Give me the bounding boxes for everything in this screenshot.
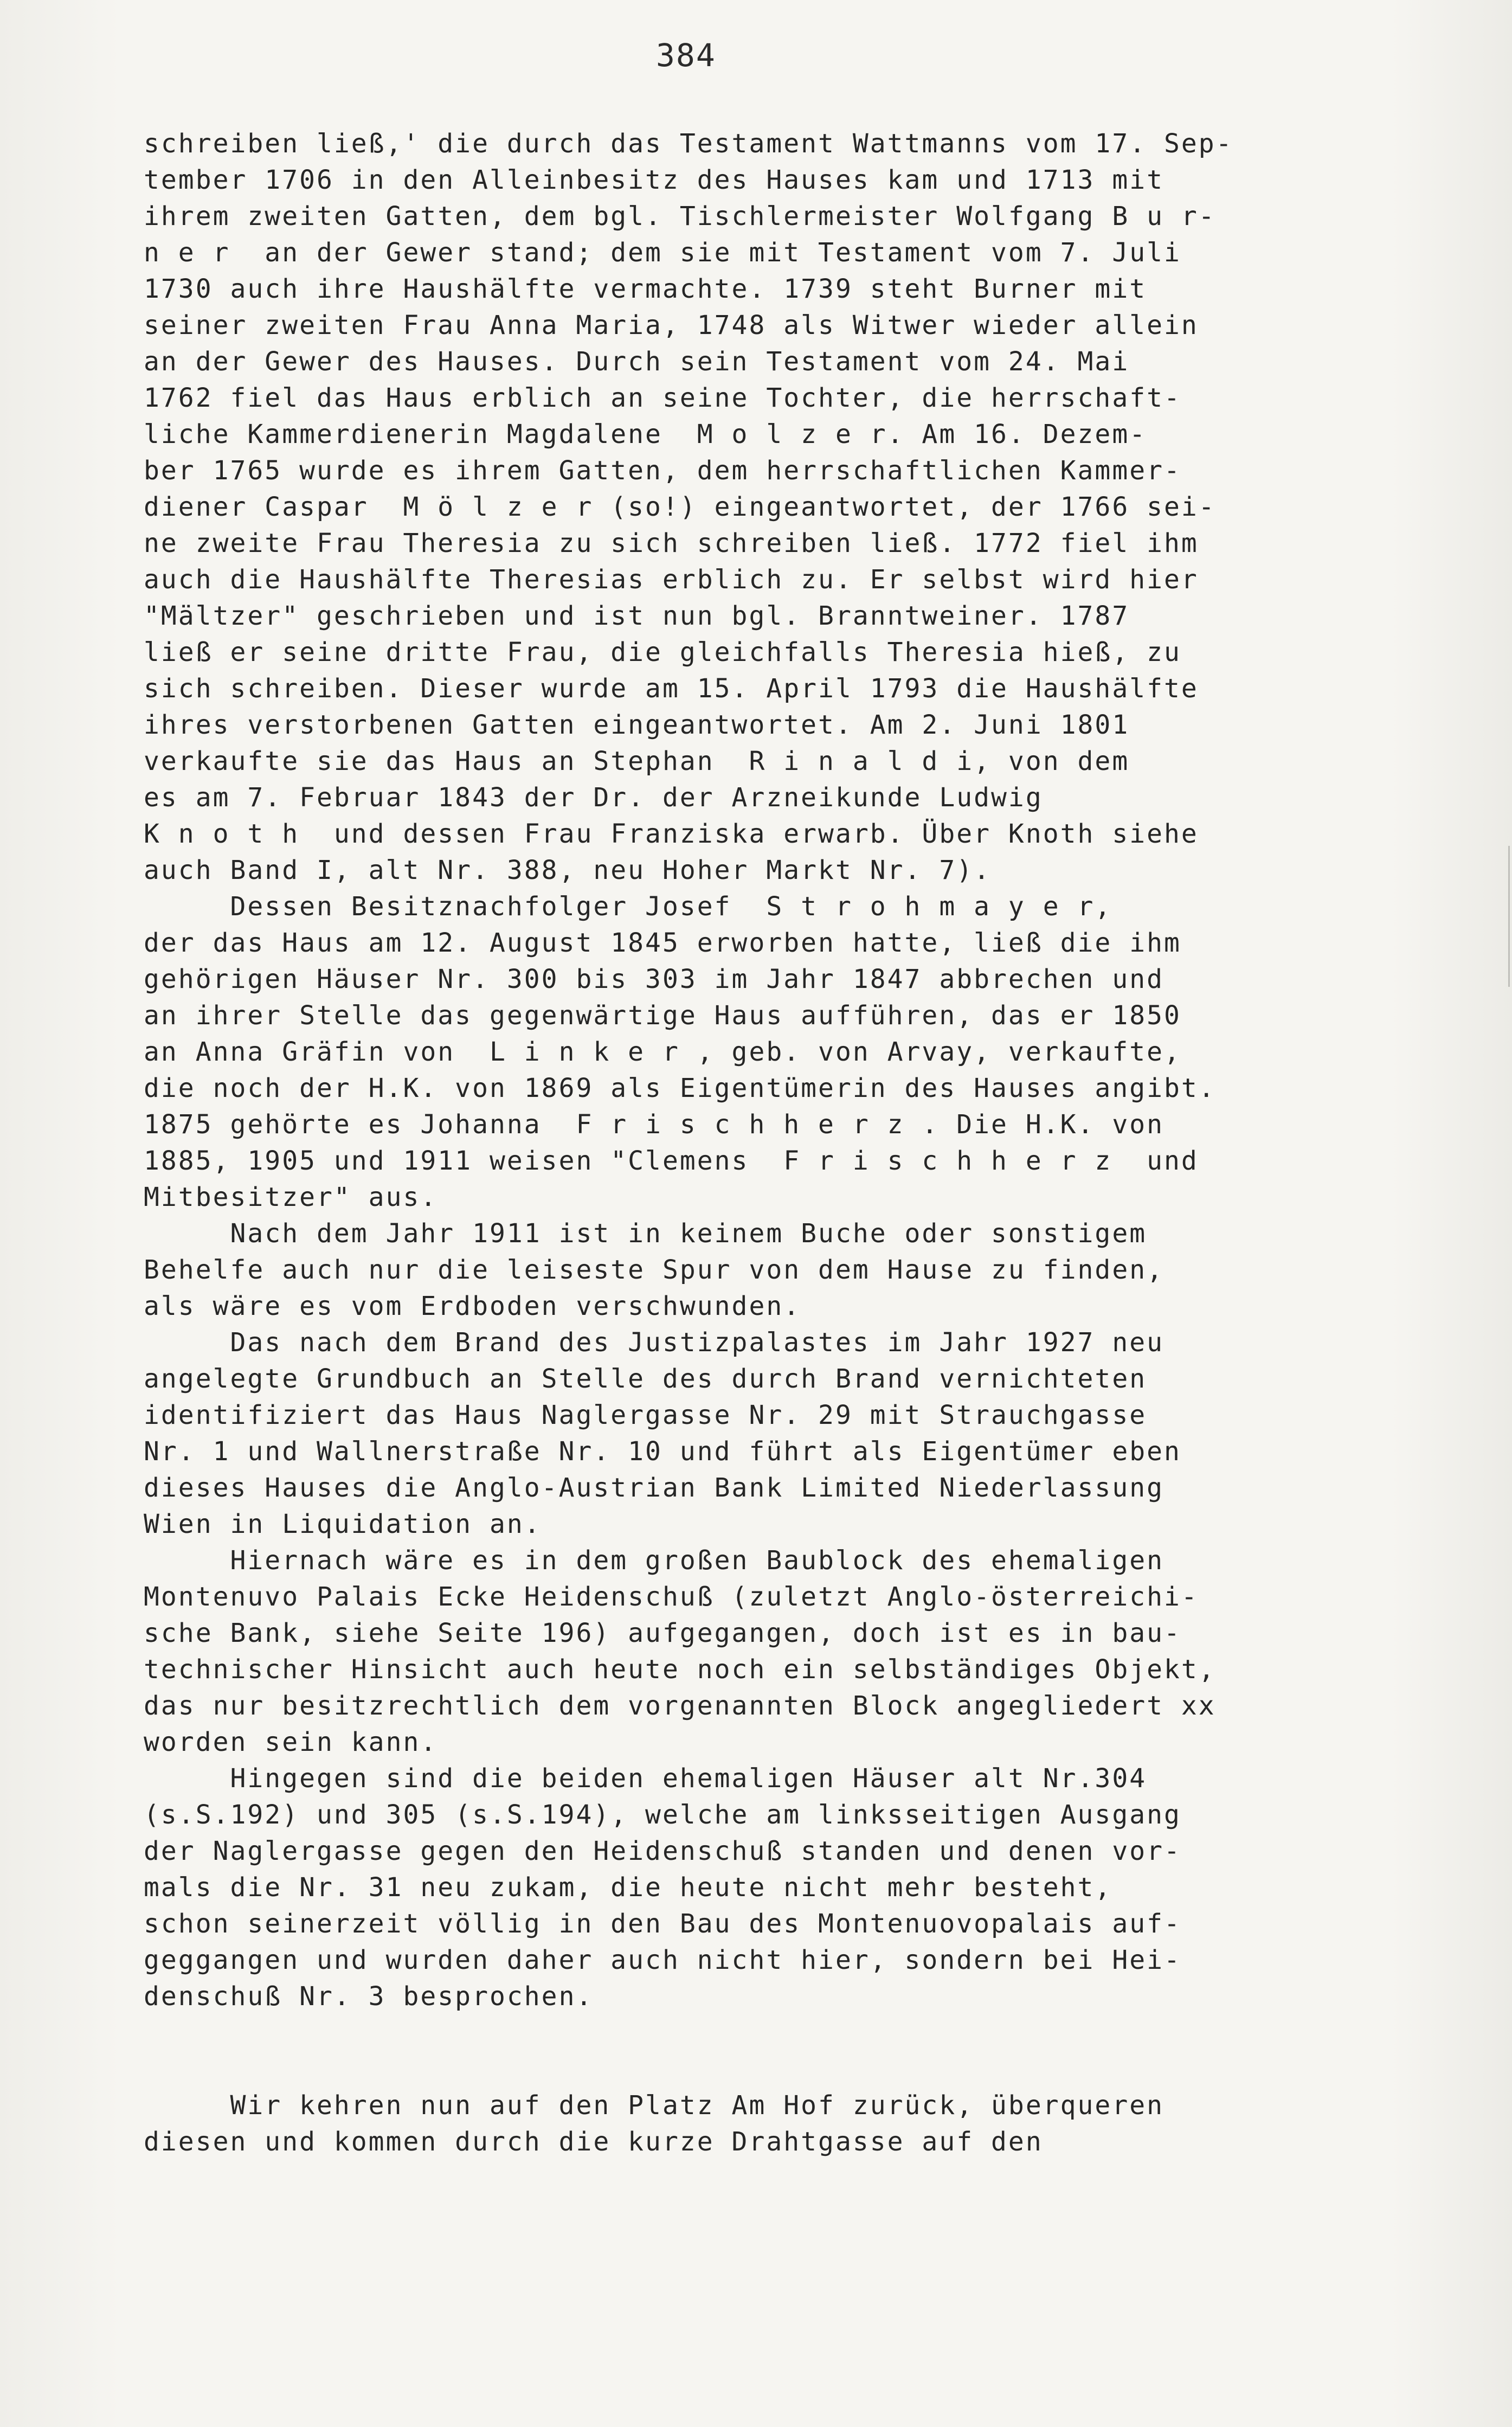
page-number: 384 (656, 37, 716, 74)
text-line: Mitbesitzer" aus. (144, 1182, 438, 1212)
text-line: Montenuvo Palais Ecke Heidenschuß (zuletzt Anglo-österreichi- (144, 1582, 1199, 1612)
text-line: das nur besitzrechtlich dem vorgenannten Block angegliedert xx (144, 1691, 1216, 1721)
text-line: dieses Hauses die Anglo-Austrian Bank Limited Niederlassung (144, 1473, 1164, 1503)
text-line: 1885, 1905 und 1911 weisen "Clemens F r i s c h h e r z und (144, 1146, 1199, 1176)
text-line: 1762 fiel das Haus erblich an seine Tochter, die herrschaft- (144, 383, 1181, 413)
text-line: gehörigen Häuser Nr. 300 bis 303 im Jahr 1847 abbrechen und (144, 964, 1164, 994)
text-line: an Anna Gräfin von L i n k e r , geb. von Arvay, verkaufte, (144, 1037, 1181, 1067)
text-line: denschuß Nr. 3 besprochen. (144, 1981, 594, 2012)
text-line: Nr. 1 und Wallnerstraße Nr. 10 und führt als Eigentümer eben (144, 1436, 1181, 1467)
text-line: schreiben ließ,' die durch das Testament Wattmanns vom 17. Sep- (144, 129, 1233, 159)
text-line: seiner zweiten Frau Anna Maria, 1748 als Witwer wieder allein (144, 310, 1199, 341)
text-line: schon seinerzeit völlig in den Bau des Montenuovopalais auf- (144, 1909, 1181, 1939)
text-line: verkaufte sie das Haus an Stephan R i n a l d i, von dem (144, 746, 1130, 776)
text-line: angelegte Grundbuch an Stelle des durch Brand vernichteten (144, 1364, 1147, 1394)
text-line: Hingegen sind die beiden ehemaligen Häuser alt Nr.304 (144, 1763, 1147, 1794)
text-line: (s.S.192) und 305 (s.S.194), welche am linksseitigen Ausgang (144, 1800, 1181, 1830)
closing-text-line: diesen und kommen durch die kurze Drahtgasse auf den (144, 2127, 1043, 2157)
text-line: Wien in Liquidation an. (144, 1509, 542, 1539)
text-line: worden sein kann. (144, 1727, 438, 1757)
text-line: "Mältzer" geschrieben und ist nun bgl. Branntweiner. 1787 (144, 601, 1130, 631)
page-edge-mark (1508, 846, 1510, 987)
text-line: ließ er seine dritte Frau, die gleichfalls Theresia hieß, zu (144, 637, 1181, 667)
text-line: Hiernach wäre es in dem großen Baublock des ehemaligen (144, 1545, 1164, 1576)
text-line: an ihrer Stelle das gegenwärtige Haus aufführen, das er 1850 (144, 1000, 1181, 1031)
text-line: technischer Hinsicht auch heute noch ein selbständiges Objekt, (144, 1654, 1216, 1685)
text-line: 1875 gehörte es Johanna F r i s c h h e r z . Die H.K. von (144, 1109, 1164, 1140)
text-line: als wäre es vom Erdboden verschwunden. (144, 1291, 801, 1321)
text-line: die noch der H.K. von 1869 als Eigentümerin des Hauses angibt. (144, 1073, 1216, 1103)
text-line: Nach dem Jahr 1911 ist in keinem Buche oder sonstigem (144, 1218, 1147, 1249)
text-line: liche Kammerdienerin Magdalene M o l z e r. Am 16. Dezem- (144, 419, 1147, 450)
text-line: 1730 auch ihre Haushälfte vermachte. 1739 steht Burner mit (144, 274, 1147, 304)
text-line: geggangen und wurden daher auch nicht hier, sondern bei Hei- (144, 1945, 1181, 1975)
text-line: Behelfe auch nur die leiseste Spur von dem Hause zu finden, (144, 1255, 1164, 1285)
text-line: n e r an der Gewer stand; dem sie mit Testament vom 7. Juli (144, 237, 1181, 268)
text-line: K n o t h und dessen Frau Franziska erwarb. Über Knoth siehe (144, 819, 1199, 849)
text-line: tember 1706 in den Alleinbesitz des Hauses kam und 1713 mit (144, 165, 1164, 195)
text-line: es am 7. Februar 1843 der Dr. der Arzneikunde Ludwig (144, 782, 1043, 813)
text-line: sich schreiben. Dieser wurde am 15. April 1793 die Haushälfte (144, 673, 1199, 704)
text-line: der das Haus am 12. August 1845 erworben hatte, ließ die ihm (144, 928, 1181, 958)
text-line: auch Band I, alt Nr. 388, neu Hoher Markt Nr. 7). (144, 855, 992, 885)
paragraph-gap (144, 2015, 1488, 2088)
text-line: Das nach dem Brand des Justizpalastes im Jahr 1927 neu (144, 1327, 1164, 1358)
text-line: diener Caspar M ö l z e r (so!) eingeantwortet, der 1766 sei- (144, 492, 1216, 522)
text-line: auch die Haushälfte Theresias erblich zu. Er selbst wird hier (144, 564, 1199, 595)
text-line: ihres verstorbenen Gatten eingeantwortet. Am 2. Juni 1801 (144, 710, 1130, 740)
text-line: ihrem zweiten Gatten, dem bgl. Tischlermeister Wolfgang B u r- (144, 201, 1216, 232)
text-line: der Naglergasse gegen den Heidenschuß standen und denen vor- (144, 1836, 1181, 1866)
body-text (144, 126, 1488, 2160)
text-line: Dessen Besitznachfolger Josef S t r o h m a y e r, (144, 891, 1112, 922)
text-line: ber 1765 wurde es ihrem Gatten, dem herrschaftlichen Kammer- (144, 455, 1181, 486)
text-line: mals die Nr. 31 neu zukam, die heute nicht mehr besteht, (144, 1872, 1112, 1903)
text-line: an der Gewer des Hauses. Durch sein Testament vom 24. Mai (144, 346, 1130, 377)
text-line: identifiziert das Haus Naglergasse Nr. 29 mit Strauchgasse (144, 1400, 1147, 1430)
closing-text-line: Wir kehren nun auf den Platz Am Hof zurück, überqueren (144, 2090, 1164, 2121)
text-line: ne zweite Frau Theresia zu sich schreiben ließ. 1772 fiel ihm (144, 528, 1199, 558)
text-line: sche Bank, siehe Seite 196) aufgegangen, doch ist es in bau- (144, 1618, 1181, 1648)
